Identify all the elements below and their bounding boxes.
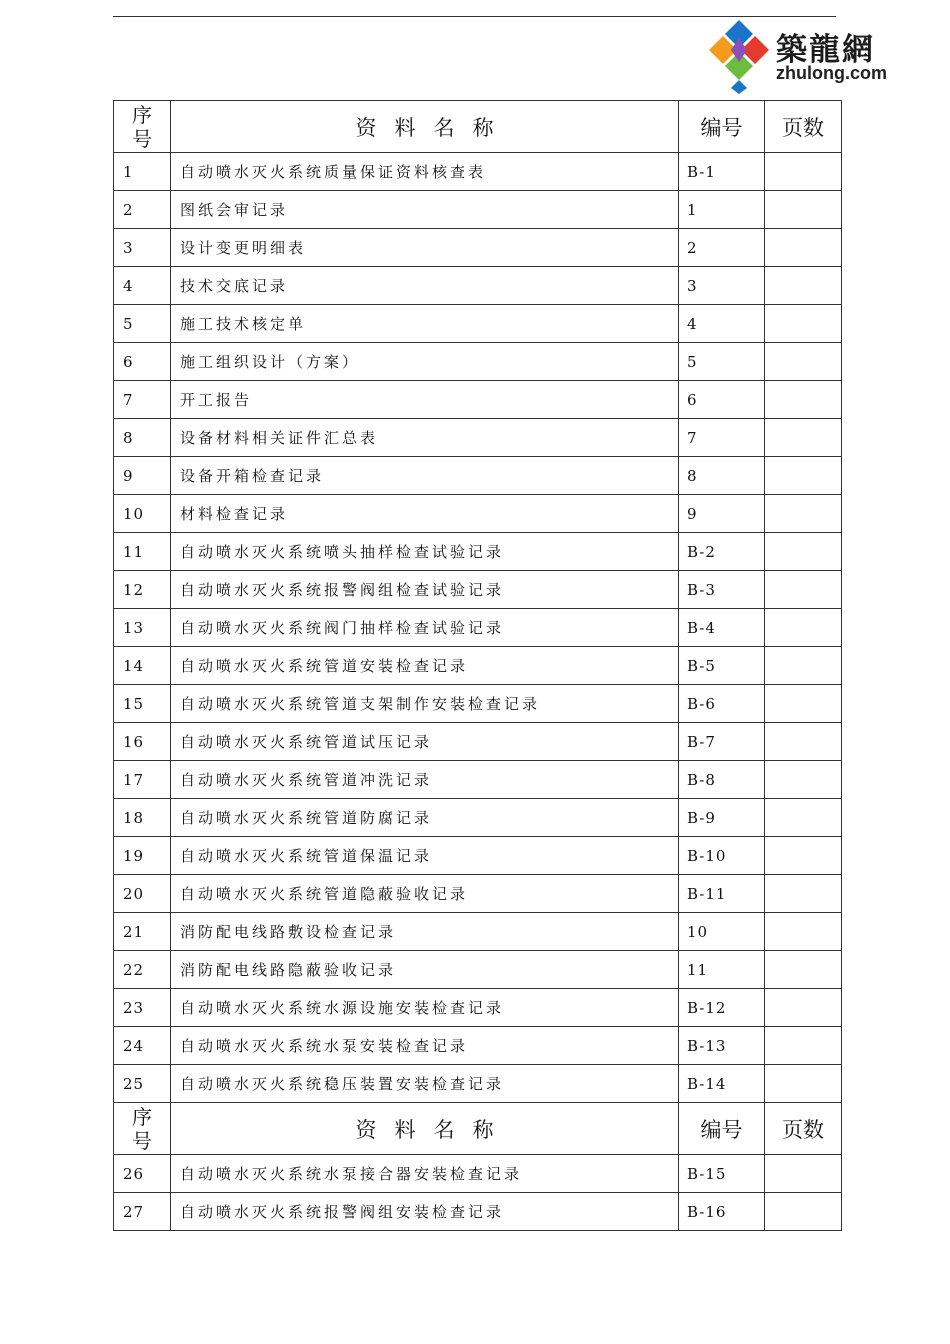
row-page-count <box>765 533 842 571</box>
row-serial-number: 18 <box>114 799 171 837</box>
row-serial-number: 5 <box>114 305 171 343</box>
row-page-count <box>765 913 842 951</box>
row-serial-number: 2 <box>114 191 171 229</box>
row-serial-number: 7 <box>114 381 171 419</box>
row-document-name: 自动喷水灭火系统管道隐蔽验收记录 <box>171 875 679 913</box>
row-code: B-16 <box>679 1193 765 1231</box>
table-row <box>114 419 842 457</box>
row-code: B-4 <box>679 609 765 647</box>
row-document-name: 材料检查记录 <box>171 495 679 533</box>
row-code: B-5 <box>679 647 765 685</box>
header-code: 编号 <box>679 1103 765 1155</box>
row-serial-number: 15 <box>114 685 171 723</box>
row-page-count <box>765 609 842 647</box>
header-serial-line2: 号 <box>132 1128 152 1153</box>
row-serial-number: 1 <box>114 153 171 191</box>
row-page-count <box>765 191 842 229</box>
table-row <box>114 913 842 951</box>
table-header-row <box>114 101 842 153</box>
row-code: B-9 <box>679 799 765 837</box>
document-index-table <box>113 100 842 1231</box>
row-code: 2 <box>679 229 765 267</box>
row-page-count <box>765 571 842 609</box>
row-serial-number: 16 <box>114 723 171 761</box>
table-row <box>114 685 842 723</box>
row-page-count <box>765 1065 842 1103</box>
row-document-name: 自动喷水灭火系统管道冲洗记录 <box>171 761 679 799</box>
row-page-count <box>765 419 842 457</box>
row-document-name: 自动喷水灭火系统喷头抽样检查试验记录 <box>171 533 679 571</box>
row-page-count <box>765 989 842 1027</box>
table-row <box>114 951 842 989</box>
row-document-name: 自动喷水灭火系统水泵接合器安装检查记录 <box>171 1155 679 1193</box>
row-code: B-13 <box>679 1027 765 1065</box>
row-page-count <box>765 723 842 761</box>
table-row <box>114 457 842 495</box>
header-document-name: 资料名称 <box>171 1103 679 1155</box>
table-row <box>114 305 842 343</box>
row-serial-number: 20 <box>114 875 171 913</box>
row-document-name: 消防配电线路隐蔽验收记录 <box>171 951 679 989</box>
row-page-count <box>765 1193 842 1231</box>
row-document-name: 自动喷水灭火系统水源设施安装检查记录 <box>171 989 679 1027</box>
table-row <box>114 1065 842 1103</box>
table-header-row <box>114 1103 842 1155</box>
table-row <box>114 799 842 837</box>
row-code: B-14 <box>679 1065 765 1103</box>
row-document-name: 自动喷水灭火系统管道保温记录 <box>171 837 679 875</box>
row-document-name: 开工报告 <box>171 381 679 419</box>
row-document-name: 自动喷水灭火系统管道防腐记录 <box>171 799 679 837</box>
row-page-count <box>765 153 842 191</box>
row-serial-number: 4 <box>114 267 171 305</box>
zhulong-logo <box>703 18 893 94</box>
row-code: 11 <box>679 951 765 989</box>
row-code: 7 <box>679 419 765 457</box>
row-serial-number: 14 <box>114 647 171 685</box>
row-code: B-12 <box>679 989 765 1027</box>
row-code: 10 <box>679 913 765 951</box>
row-page-count <box>765 495 842 533</box>
row-document-name: 技术交底记录 <box>171 267 679 305</box>
row-serial-number: 23 <box>114 989 171 1027</box>
table-row <box>114 229 842 267</box>
row-document-name: 自动喷水灭火系统稳压装置安装检查记录 <box>171 1065 679 1103</box>
table-row <box>114 1027 842 1065</box>
header-page-count: 页数 <box>765 1103 842 1155</box>
row-serial-number: 12 <box>114 571 171 609</box>
table-row <box>114 1193 842 1231</box>
row-document-name: 自动喷水灭火系统阀门抽样检查试验记录 <box>171 609 679 647</box>
row-code: 9 <box>679 495 765 533</box>
row-serial-number: 17 <box>114 761 171 799</box>
row-page-count <box>765 343 842 381</box>
row-code: B-15 <box>679 1155 765 1193</box>
row-page-count <box>765 381 842 419</box>
row-serial-number: 27 <box>114 1193 171 1231</box>
row-code: 4 <box>679 305 765 343</box>
header-serial-number <box>114 101 171 153</box>
row-code: B-10 <box>679 837 765 875</box>
row-code: 1 <box>679 191 765 229</box>
row-serial-number: 3 <box>114 229 171 267</box>
row-document-name: 自动喷水灭火系统报警阀组检查试验记录 <box>171 571 679 609</box>
row-page-count <box>765 761 842 799</box>
row-document-name: 自动喷水灭火系统管道试压记录 <box>171 723 679 761</box>
row-code: 8 <box>679 457 765 495</box>
header-serial-line1: 序 <box>132 102 152 127</box>
row-document-name: 自动喷水灭火系统水泵安装检查记录 <box>171 1027 679 1065</box>
row-page-count <box>765 229 842 267</box>
logo-chinese-name: 築龍網 <box>776 32 875 68</box>
row-code: 6 <box>679 381 765 419</box>
row-serial-number: 10 <box>114 495 171 533</box>
row-code: B-6 <box>679 685 765 723</box>
table-row <box>114 153 842 191</box>
table-row <box>114 571 842 609</box>
row-serial-number: 19 <box>114 837 171 875</box>
table-row <box>114 495 842 533</box>
row-page-count <box>765 1155 842 1193</box>
row-page-count <box>765 951 842 989</box>
row-page-count <box>765 837 842 875</box>
table-row <box>114 989 842 1027</box>
logo-mark-icon <box>703 18 775 94</box>
row-page-count <box>765 647 842 685</box>
table-row <box>114 1155 842 1193</box>
row-serial-number: 6 <box>114 343 171 381</box>
row-code: B-8 <box>679 761 765 799</box>
row-document-name: 自动喷水灭火系统管道安装检查记录 <box>171 647 679 685</box>
row-code: 3 <box>679 267 765 305</box>
row-serial-number: 26 <box>114 1155 171 1193</box>
row-document-name: 自动喷水灭火系统报警阀组安装检查记录 <box>171 1193 679 1231</box>
row-page-count <box>765 799 842 837</box>
row-page-count <box>765 267 842 305</box>
table-row <box>114 343 842 381</box>
row-code: B-3 <box>679 571 765 609</box>
row-page-count <box>765 1027 842 1065</box>
row-code: B-1 <box>679 153 765 191</box>
table-row <box>114 723 842 761</box>
header-serial-number <box>114 1103 171 1155</box>
table-row <box>114 609 842 647</box>
row-document-name: 消防配电线路敷设检查记录 <box>171 913 679 951</box>
row-document-name: 施工技术核定单 <box>171 305 679 343</box>
header-document-name: 资料名称 <box>171 101 679 153</box>
row-serial-number: 21 <box>114 913 171 951</box>
table-row <box>114 533 842 571</box>
row-page-count <box>765 457 842 495</box>
row-serial-number: 24 <box>114 1027 171 1065</box>
header-serial-line1: 序 <box>132 1104 152 1129</box>
row-page-count <box>765 305 842 343</box>
table-row <box>114 875 842 913</box>
row-serial-number: 8 <box>114 419 171 457</box>
row-document-name: 自动喷水灭火系统管道支架制作安装检查记录 <box>171 685 679 723</box>
header-serial-line2: 号 <box>132 126 152 151</box>
row-document-name: 设备材料相关证件汇总表 <box>171 419 679 457</box>
header-code: 编号 <box>679 101 765 153</box>
row-code: B-11 <box>679 875 765 913</box>
row-serial-number: 11 <box>114 533 171 571</box>
table-row <box>114 267 842 305</box>
row-code: B-2 <box>679 533 765 571</box>
table-row <box>114 381 842 419</box>
row-page-count <box>765 685 842 723</box>
row-serial-number: 9 <box>114 457 171 495</box>
row-page-count <box>765 875 842 913</box>
row-serial-number: 13 <box>114 609 171 647</box>
row-document-name: 自动喷水灭火系统质量保证资料核查表 <box>171 153 679 191</box>
row-code: 5 <box>679 343 765 381</box>
row-document-name: 图纸会审记录 <box>171 191 679 229</box>
header-rule <box>113 16 836 17</box>
table-row <box>114 761 842 799</box>
row-document-name: 施工组织设计（方案） <box>171 343 679 381</box>
row-code: B-7 <box>679 723 765 761</box>
table-row <box>114 647 842 685</box>
header-page-count: 页数 <box>765 101 842 153</box>
row-document-name: 设备开箱检查记录 <box>171 457 679 495</box>
table-row <box>114 837 842 875</box>
table-row <box>114 191 842 229</box>
row-document-name: 设计变更明细表 <box>171 229 679 267</box>
row-serial-number: 22 <box>114 951 171 989</box>
row-serial-number: 25 <box>114 1065 171 1103</box>
logo-domain: zhulong.com <box>776 63 887 83</box>
